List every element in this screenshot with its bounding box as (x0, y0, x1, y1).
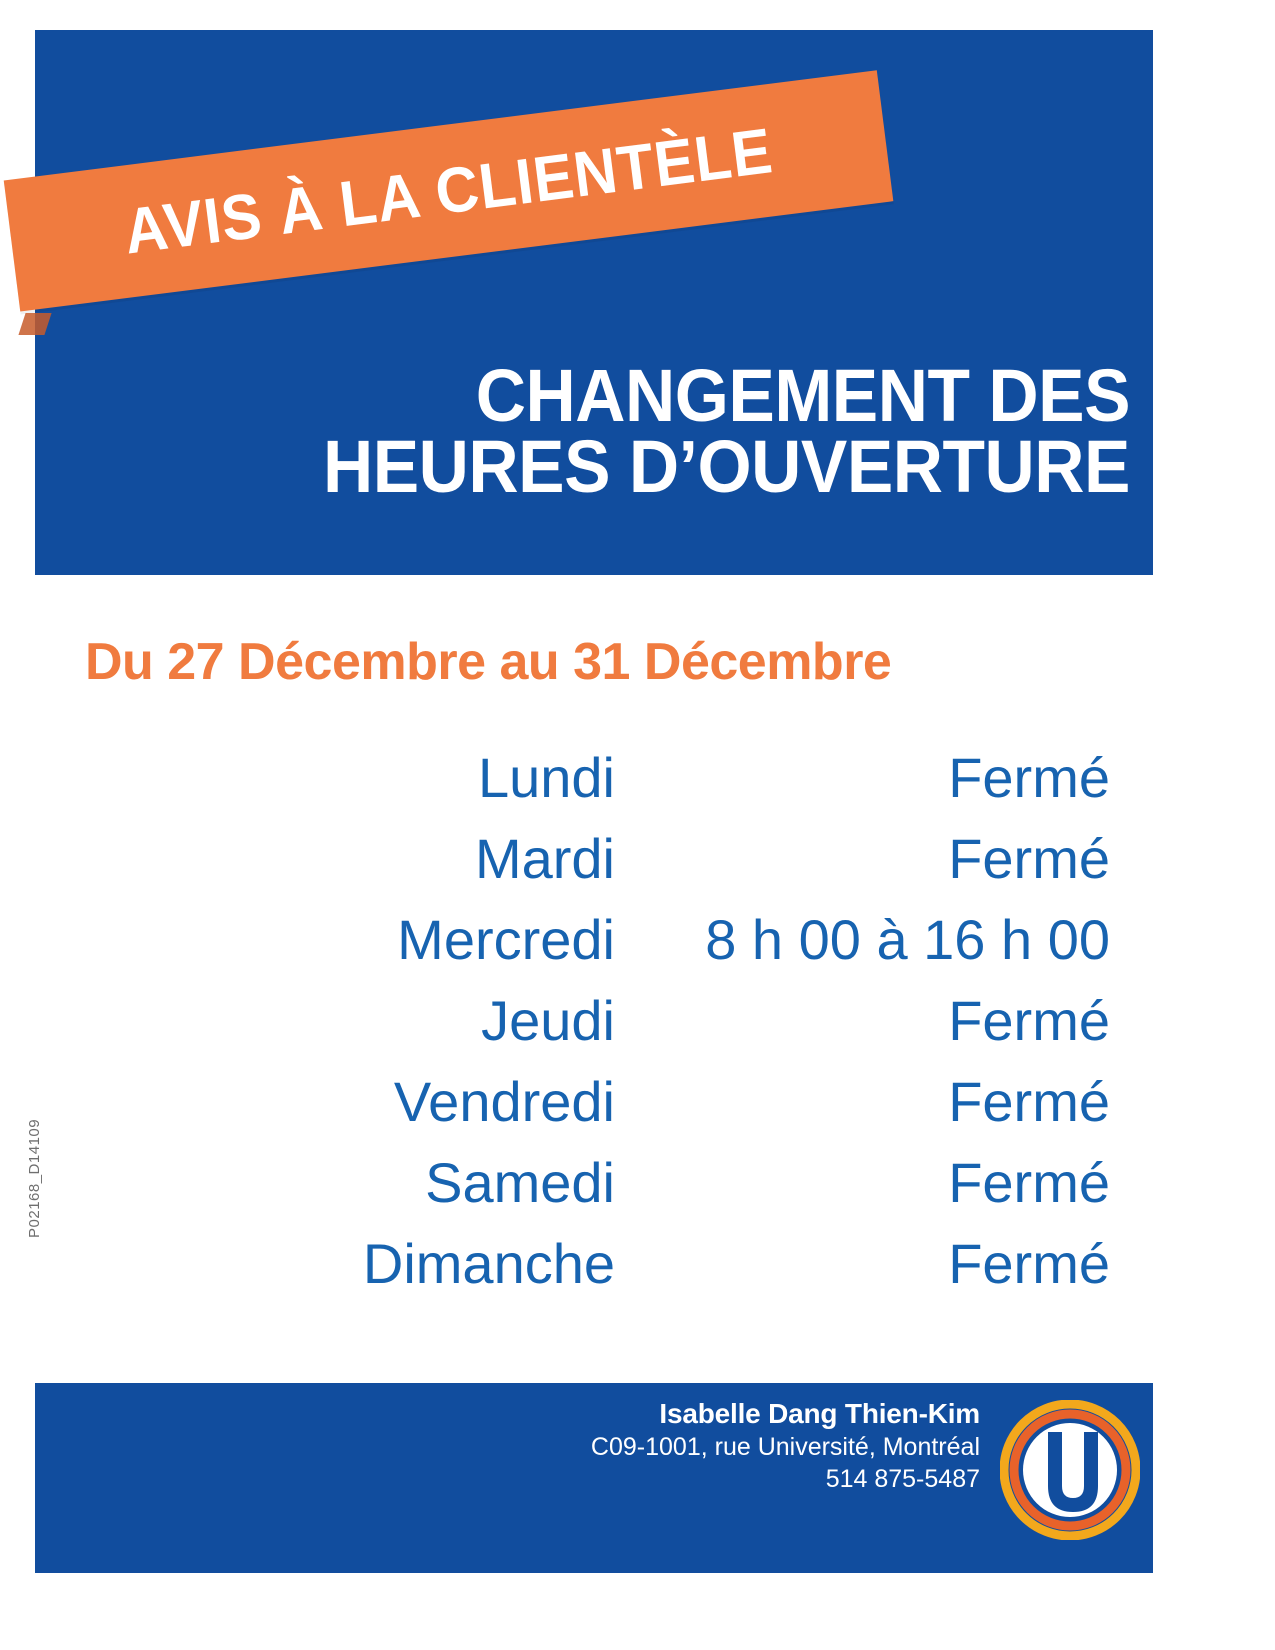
contact-phone: 514 875-5487 (825, 1465, 980, 1493)
schedule-day: Dimanche (362, 1232, 615, 1295)
table-row (270, 988, 1110, 1069)
ribbon-fold-shadow (18, 313, 51, 335)
notice-ribbon (12, 85, 892, 355)
title-line-1: CHANGEMENT DES (475, 354, 1130, 437)
table-row (270, 907, 1110, 988)
schedule-day: Lundi (477, 746, 615, 809)
date-range: Du 27 Décembre au 31 Décembre (85, 633, 892, 691)
schedule-table (270, 745, 1110, 1312)
ribbon-label: AVIS À LA CLIENTÈLE (120, 114, 777, 268)
schedule-value: Fermé (948, 746, 1110, 809)
schedule-value: Fermé (948, 827, 1110, 890)
schedule-day: Samedi (425, 1151, 615, 1214)
table-row (270, 745, 1110, 826)
document-code: P02168_D14109 (26, 1118, 43, 1238)
table-row (270, 1150, 1110, 1231)
contact-name: Isabelle Dang Thien-Kim (659, 1398, 980, 1429)
schedule-value: Fermé (948, 1070, 1110, 1133)
schedule-value: Fermé (948, 989, 1110, 1052)
schedule-day: Vendredi (393, 1070, 615, 1133)
schedule-day: Mercredi (397, 908, 615, 971)
table-row (270, 826, 1110, 907)
contact-block (35, 1398, 980, 1494)
schedule-value: Fermé (948, 1232, 1110, 1295)
schedule-value: Fermé (948, 1151, 1110, 1214)
schedule-day: Jeudi (481, 989, 615, 1052)
udem-u-logo (1000, 1400, 1140, 1540)
table-row (270, 1069, 1110, 1150)
contact-address: C09-1001, rue Université, Montréal (590, 1433, 980, 1461)
table-row (270, 1231, 1110, 1312)
page-title (60, 354, 1130, 509)
ribbon-label-wrapper (4, 70, 894, 311)
schedule-value: 8 h 00 à 16 h 00 (705, 908, 1110, 971)
title-line-2: HEURES D’OUVERTURE (322, 425, 1130, 509)
schedule-day: Mardi (474, 827, 615, 890)
